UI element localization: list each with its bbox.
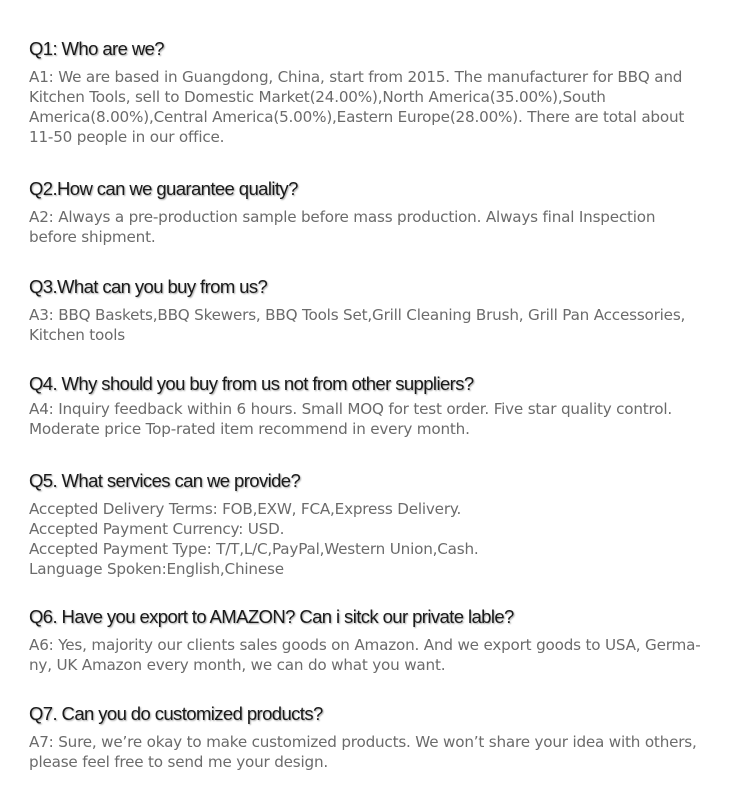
faq-item-q6 [29, 606, 729, 675]
answer-a4 [29, 399, 729, 439]
answer-line: A3: BBQ Baskets,BBQ Skewers, BBQ Tools Set,Grill Cleaning Brush, Grill Pan Accessories, [29, 306, 686, 324]
answer-line: please feel free to send me your design. [29, 753, 329, 771]
question-q7: Q7. Can you do customized products? [29, 703, 323, 724]
answer-line: Accepted Payment Type: T/T,L/C,PayPal,Western Union,Cash. [29, 540, 479, 558]
answer-line: Accepted Delivery Terms: FOB,EXW, FCA,Express Delivery. [29, 500, 462, 518]
answer-line: America(8.00%),Central America(5.00%),Eastern Europe(28.00%). There are total about [29, 108, 685, 126]
question-q6: Q6. Have you export to AMAZON? Can i sitck our private lable? [29, 606, 514, 627]
faq-item-q1 [29, 38, 729, 147]
answer-line: Accepted Payment Currency: USD. [29, 520, 285, 538]
faq-item-q4 [29, 373, 729, 439]
faq-item-q3 [29, 276, 729, 345]
question-q4: Q4. Why should you buy from us not from other suppliers? [29, 373, 474, 394]
answer-line: before shipment. [29, 228, 156, 246]
question-q2: Q2.How can we guarantee quality? [29, 178, 298, 199]
answer-line: A6: Yes, majority our clients sales goods on Amazon. And we export goods to USA, Germa- [29, 636, 701, 654]
answer-line: Kitchen Tools, sell to Domestic Market(24.00%),North America(35.00%),South [29, 88, 606, 106]
answer-line: Kitchen tools [29, 326, 125, 344]
answer-a3 [29, 305, 729, 345]
answer-line: 11-50 people in our office. [29, 128, 225, 146]
answer-a5 [29, 499, 729, 579]
answer-a7 [29, 732, 729, 772]
answer-a1 [29, 67, 729, 147]
faq-item-q5 [29, 470, 729, 579]
answer-line: A4: Inquiry feedback within 6 hours. Small MOQ for test order. Five star quality control. [29, 400, 673, 418]
answer-line: A2: Always a pre-production sample before mass production. Always final Inspection [29, 208, 656, 226]
faq-item-q7 [29, 703, 729, 772]
question-q3: Q3.What can you buy from us? [29, 276, 268, 297]
answer-line: A1: We are based in Guangdong, China, start from 2015. The manufacturer for BBQ and [29, 68, 683, 86]
question-q1: Q1: Who are we? [29, 38, 164, 59]
answer-line: Moderate price Top-rated item recommend in every month. [29, 420, 470, 438]
faq-item-q2 [29, 178, 729, 247]
answer-a2 [29, 207, 729, 247]
answer-line: ny, UK Amazon every month, we can do what you want. [29, 656, 446, 674]
question-q5: Q5. What services can we provide? [29, 470, 301, 491]
answer-line: Language Spoken:English,Chinese [29, 560, 284, 578]
answer-line: A7: Sure, we’re okay to make customized products. We won’t share your idea with others, [29, 733, 697, 751]
answer-a6 [29, 635, 729, 675]
